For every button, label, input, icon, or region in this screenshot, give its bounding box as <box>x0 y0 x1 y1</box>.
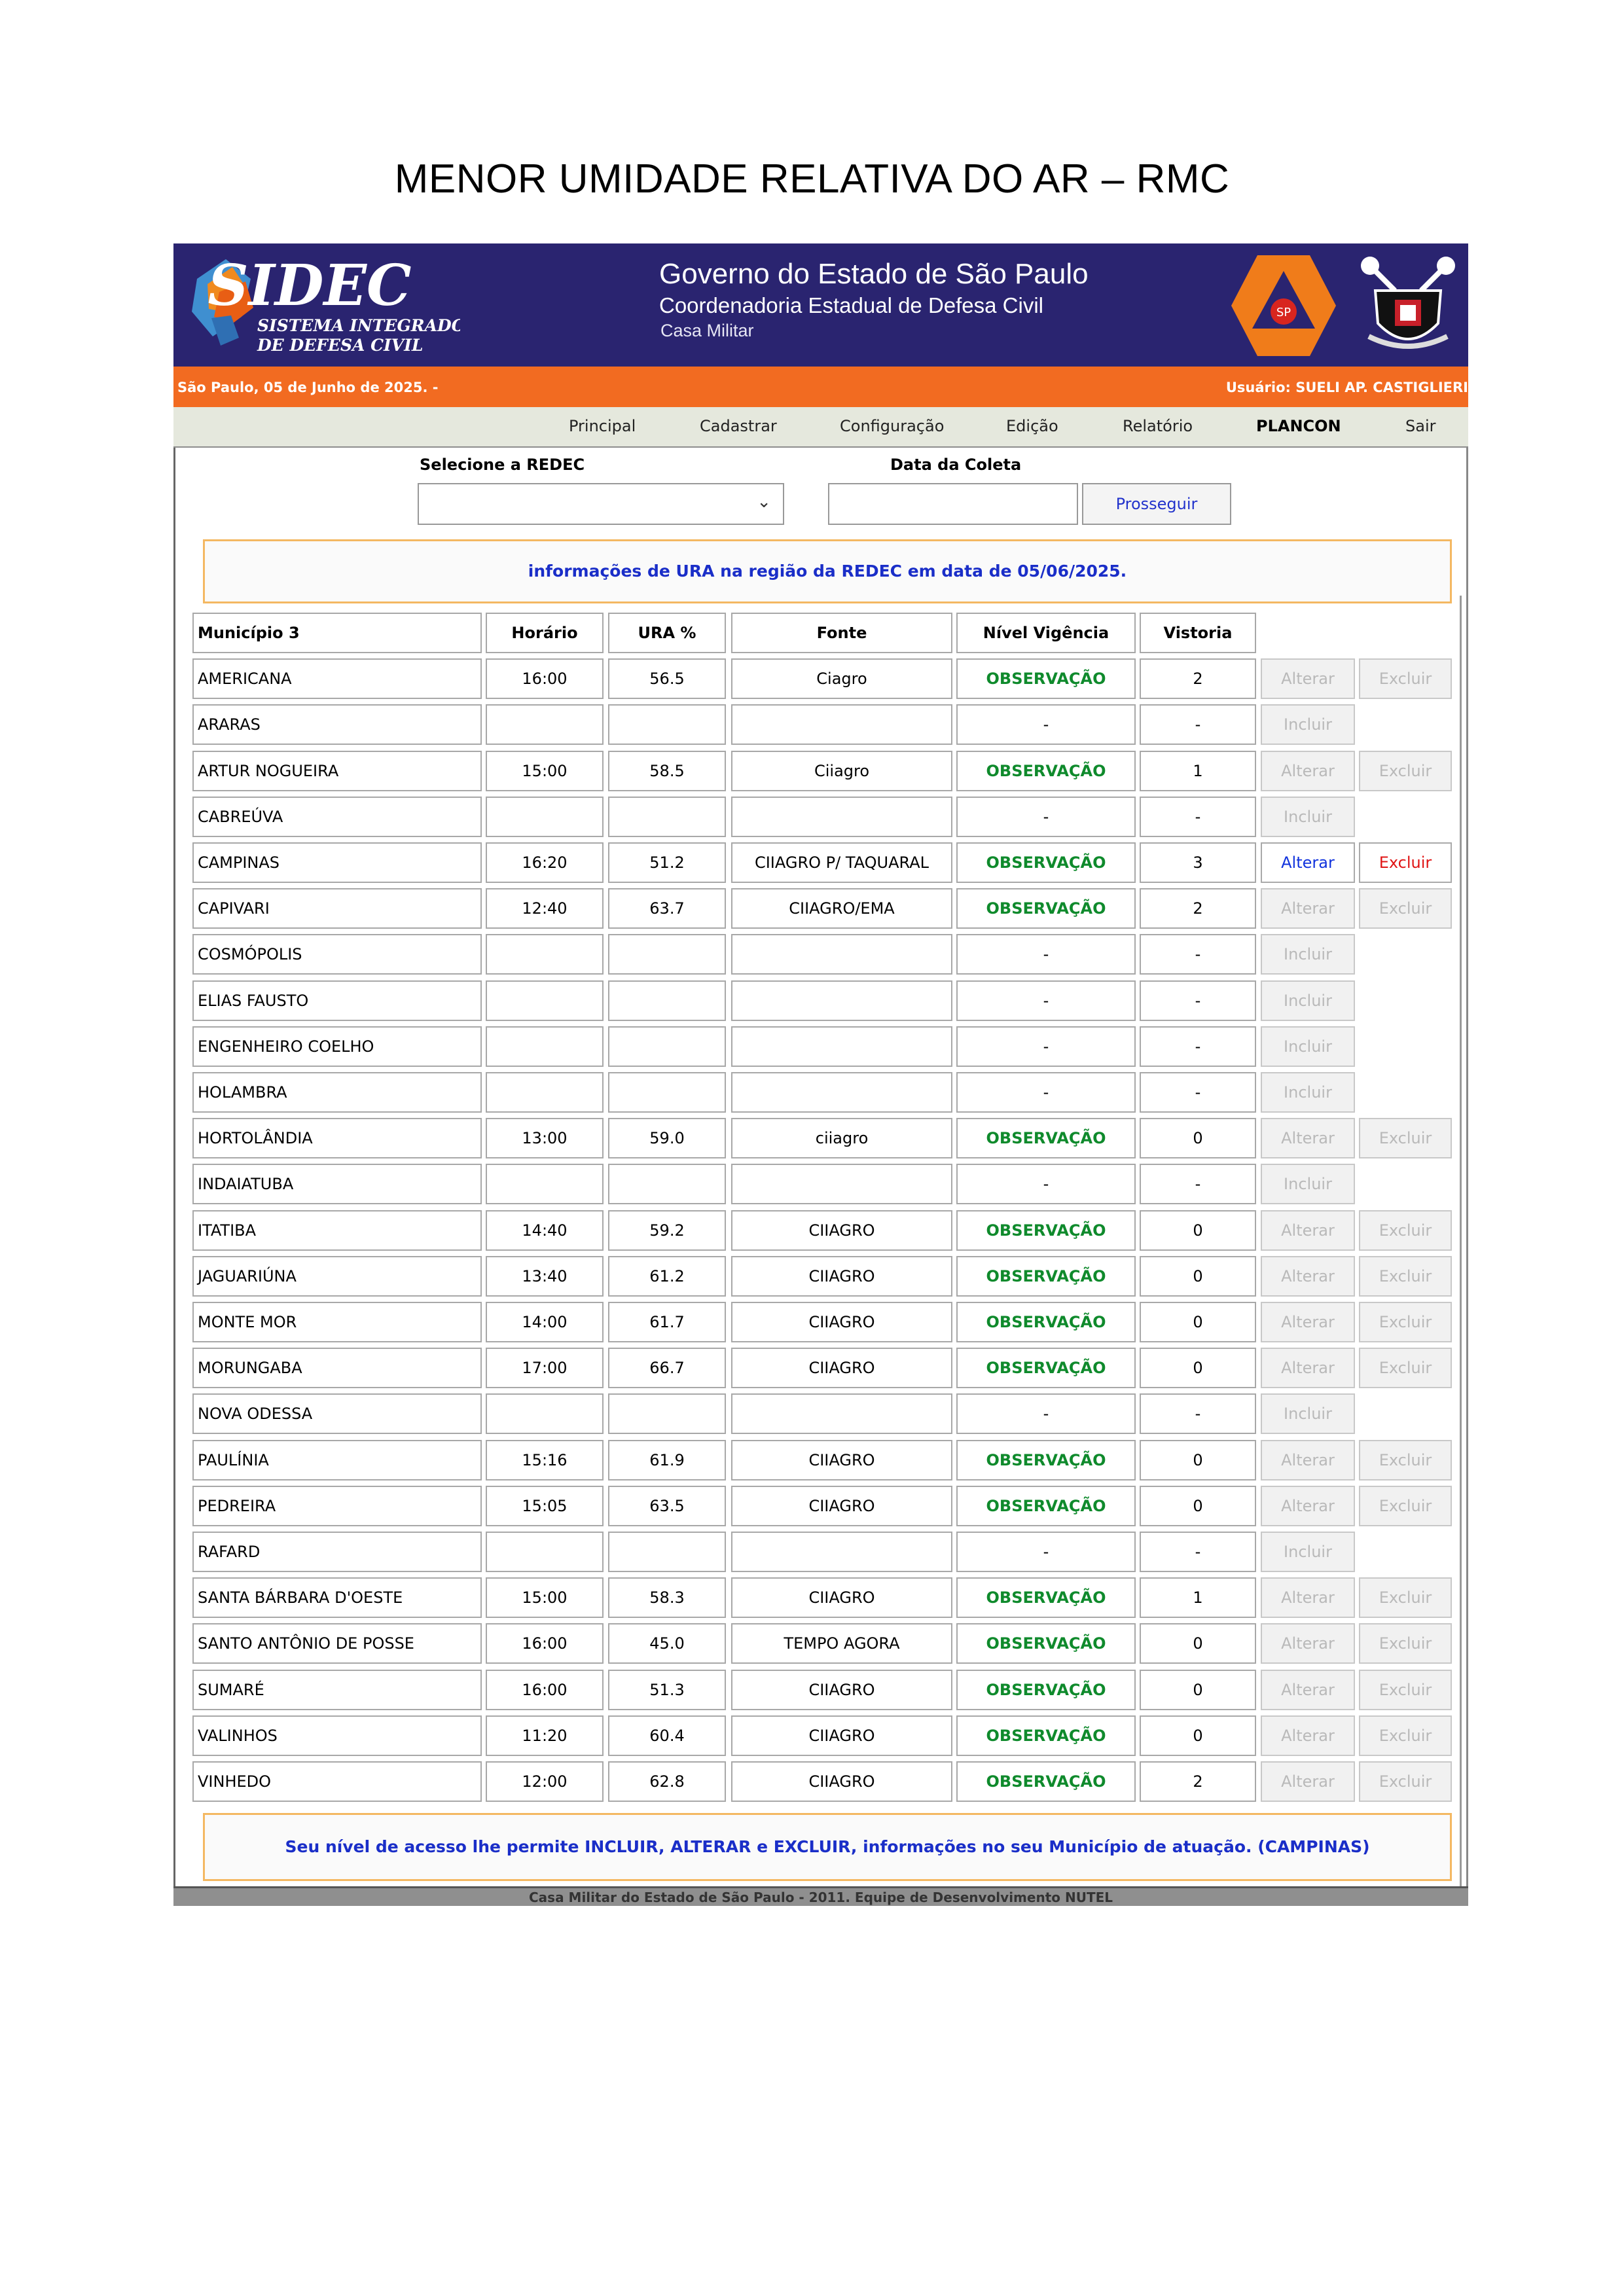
cell-vistoria: - <box>1140 797 1256 837</box>
cell-ura: 61.9 <box>608 1440 726 1480</box>
cell-nivel: OBSERVAÇÃO <box>956 1210 1136 1251</box>
casa-militar-crest-icon <box>1356 251 1460 360</box>
excluir-button[interactable]: Excluir <box>1359 1715 1452 1756</box>
cell-vistoria: - <box>1140 704 1256 745</box>
cell-nivel: OBSERVAÇÃO <box>956 1440 1136 1480</box>
main-content <box>173 448 1468 1886</box>
incluir-button[interactable]: Incluir <box>1261 934 1355 975</box>
cell-horario <box>486 980 604 1021</box>
cell-municipio: RAFARD <box>192 1532 482 1572</box>
cell-horario: 16:00 <box>486 1670 604 1710</box>
cell-nivel: OBSERVAÇÃO <box>956 1577 1136 1618</box>
cell-nivel: - <box>956 1072 1136 1113</box>
cell-nivel: OBSERVAÇÃO <box>956 751 1136 791</box>
cell-nivel: OBSERVAÇÃO <box>956 658 1136 699</box>
cell-horario <box>486 1026 604 1067</box>
cell-nivel: - <box>956 934 1136 975</box>
cell-municipio: NOVA ODESSA <box>192 1393 482 1434</box>
incluir-button[interactable]: Incluir <box>1261 1072 1355 1113</box>
cell-municipio: MONTE MOR <box>192 1302 482 1342</box>
cell-fonte <box>731 1532 952 1572</box>
cell-vistoria: 2 <box>1140 658 1256 699</box>
cell-horario: 12:40 <box>486 888 604 929</box>
cell-nivel: OBSERVAÇÃO <box>956 1302 1136 1342</box>
alterar-button[interactable]: Alterar <box>1261 1670 1355 1710</box>
alterar-button[interactable]: Alterar <box>1261 1118 1355 1158</box>
redec-label: Selecione a REDEC <box>420 456 585 474</box>
cell-vistoria: 0 <box>1140 1118 1256 1158</box>
cell-horario: 15:05 <box>486 1486 604 1526</box>
cell-nivel: OBSERVAÇÃO <box>956 1670 1136 1710</box>
svg-text:SP: SP <box>1276 306 1291 319</box>
cell-vistoria: 2 <box>1140 888 1256 929</box>
cell-horario <box>486 797 604 837</box>
cell-ura: 45.0 <box>608 1623 726 1664</box>
cell-vistoria: 0 <box>1140 1302 1256 1342</box>
excluir-button[interactable]: Excluir <box>1359 751 1452 791</box>
cell-horario: 13:00 <box>486 1118 604 1158</box>
cell-fonte: CIIAGRO <box>731 1210 952 1251</box>
date-input[interactable] <box>828 483 1078 525</box>
cell-vistoria: 2 <box>1140 1761 1256 1802</box>
cell-fonte: CIIAGRO <box>731 1715 952 1756</box>
footer: Casa Militar do Estado de São Paulo - 2011. Equipe de Desenvolvimento NUTEL <box>173 1886 1468 1906</box>
alterar-button[interactable]: Alterar <box>1261 1348 1355 1388</box>
cell-horario: 12:00 <box>486 1761 604 1802</box>
cell-municipio: COSMÓPOLIS <box>192 934 482 975</box>
cell-vistoria: 0 <box>1140 1440 1256 1480</box>
cell-fonte: CIIAGRO/EMA <box>731 888 952 929</box>
cell-municipio: SUMARÉ <box>192 1670 482 1710</box>
cell-horario <box>486 934 604 975</box>
gov-subtitle: Coordenadoria Estadual de Defesa Civil <box>659 293 1044 317</box>
cell-horario <box>486 1164 604 1204</box>
cell-municipio: CABREÚVA <box>192 797 482 837</box>
cell-fonte: CIIAGRO <box>731 1348 952 1388</box>
cell-horario <box>486 1393 604 1434</box>
cell-nivel: - <box>956 1164 1136 1204</box>
cell-municipio: HORTOLÂNDIA <box>192 1118 482 1158</box>
cell-vistoria: 0 <box>1140 1348 1256 1388</box>
cell-fonte: CIIAGRO <box>731 1670 952 1710</box>
incluir-button[interactable]: Incluir <box>1261 980 1355 1021</box>
alterar-button[interactable]: Alterar <box>1261 1623 1355 1664</box>
cell-fonte: Ciagro <box>731 658 952 699</box>
cell-horario: 16:20 <box>486 842 604 883</box>
cell-nivel: OBSERVAÇÃO <box>956 1715 1136 1756</box>
gov-title: Governo do Estado de São Paulo <box>659 258 1089 290</box>
current-date: São Paulo, 05 de Junho de 2025. - <box>177 380 439 395</box>
cell-vistoria: 1 <box>1140 1577 1256 1618</box>
incluir-button[interactable]: Incluir <box>1261 1164 1355 1204</box>
col-header-municipio: Município 3 <box>192 613 482 653</box>
col-header-fonte: Fonte <box>731 613 952 653</box>
excluir-button[interactable]: Excluir <box>1359 1670 1452 1710</box>
cell-municipio: AMERICANA <box>192 658 482 699</box>
excluir-button[interactable]: Excluir <box>1359 1348 1452 1388</box>
cell-municipio: PEDREIRA <box>192 1486 482 1526</box>
cell-municipio: ARARAS <box>192 704 482 745</box>
cell-horario: 14:40 <box>486 1210 604 1251</box>
cell-ura: 58.3 <box>608 1577 726 1618</box>
cell-nivel: OBSERVAÇÃO <box>956 1761 1136 1802</box>
prosseguir-button[interactable]: Prosseguir <box>1082 483 1231 525</box>
excluir-button[interactable]: Excluir <box>1359 1761 1452 1802</box>
excluir-button[interactable]: Excluir <box>1359 658 1452 699</box>
cell-municipio: ITATIBA <box>192 1210 482 1251</box>
cell-fonte: CIIAGRO <box>731 1577 952 1618</box>
cell-fonte <box>731 934 952 975</box>
alterar-button[interactable]: Alterar <box>1261 1577 1355 1618</box>
alterar-button[interactable]: Alterar <box>1261 1761 1355 1802</box>
cell-horario <box>486 1072 604 1113</box>
excluir-button[interactable]: Excluir <box>1359 1302 1452 1342</box>
excluir-button[interactable]: Excluir <box>1359 1577 1452 1618</box>
cell-ura: 61.7 <box>608 1302 726 1342</box>
cell-nivel: - <box>956 797 1136 837</box>
cell-fonte: TEMPO AGORA <box>731 1623 952 1664</box>
cell-ura <box>608 797 726 837</box>
cell-ura <box>608 934 726 975</box>
cell-ura: 63.5 <box>608 1486 726 1526</box>
cell-vistoria: - <box>1140 1164 1256 1204</box>
cell-municipio: ARTUR NOGUEIRA <box>192 751 482 791</box>
svg-text:SIDEC: SIDEC <box>208 253 412 319</box>
cell-municipio: PAULÍNIA <box>192 1440 482 1480</box>
cell-vistoria: 0 <box>1140 1256 1256 1297</box>
cell-ura: 51.3 <box>608 1670 726 1710</box>
excluir-button[interactable]: Excluir <box>1359 1210 1452 1251</box>
nav-plancon[interactable]: PLANCON <box>1256 417 1341 435</box>
cell-ura: 59.2 <box>608 1210 726 1251</box>
incluir-button[interactable]: Incluir <box>1261 1532 1355 1572</box>
defesa-civil-emblem-icon <box>1229 251 1339 360</box>
cell-fonte <box>731 797 952 837</box>
cell-vistoria: 0 <box>1140 1623 1256 1664</box>
cell-ura <box>608 980 726 1021</box>
cell-vistoria: 1 <box>1140 751 1256 791</box>
excluir-button[interactable]: Excluir <box>1359 1256 1452 1297</box>
cell-ura: 56.5 <box>608 658 726 699</box>
cell-ura <box>608 704 726 745</box>
cell-municipio: SANTO ANTÔNIO DE POSSE <box>192 1623 482 1664</box>
cell-vistoria: 0 <box>1140 1486 1256 1526</box>
cell-nivel: - <box>956 1532 1136 1572</box>
excluir-button[interactable]: Excluir <box>1359 1440 1452 1480</box>
cell-vistoria: 0 <box>1140 1210 1256 1251</box>
cell-fonte <box>731 1072 952 1113</box>
nav-relatorio[interactable]: Relatório <box>1123 417 1193 435</box>
cell-ura <box>608 1393 726 1434</box>
cell-fonte: CIIAGRO <box>731 1486 952 1526</box>
cell-horario: 11:20 <box>486 1715 604 1756</box>
cell-horario: 15:00 <box>486 751 604 791</box>
alterar-button[interactable]: Alterar <box>1261 1302 1355 1342</box>
cell-horario: 15:00 <box>486 1577 604 1618</box>
cell-horario <box>486 1532 604 1572</box>
cell-nivel: OBSERVAÇÃO <box>956 1348 1136 1388</box>
status-bar <box>173 367 1468 407</box>
cell-ura: 59.0 <box>608 1118 726 1158</box>
nav-edicao[interactable]: Edição <box>1006 417 1058 435</box>
cell-vistoria: - <box>1140 980 1256 1021</box>
cell-vistoria: - <box>1140 1026 1256 1067</box>
cell-municipio: JAGUARIÚNA <box>192 1256 482 1297</box>
cell-vistoria: - <box>1140 934 1256 975</box>
cell-fonte: Ciiagro <box>731 751 952 791</box>
cell-nivel: OBSERVAÇÃO <box>956 1118 1136 1158</box>
col-header-vistoria: Vistoria <box>1140 613 1256 653</box>
cell-horario: 16:00 <box>486 1623 604 1664</box>
cell-fonte: CIIAGRO <box>731 1440 952 1480</box>
cell-nivel: - <box>956 1393 1136 1434</box>
alterar-button[interactable]: Alterar <box>1261 751 1355 791</box>
cell-fonte: CIIAGRO <box>731 1256 952 1297</box>
col-header-nivel: Nível Vigência <box>956 613 1136 653</box>
cell-vistoria: - <box>1140 1072 1256 1113</box>
cell-municipio: VALINHOS <box>192 1715 482 1756</box>
alterar-button[interactable]: Alterar <box>1261 842 1355 883</box>
chevron-down-icon: ⌄ <box>757 492 771 512</box>
cell-ura <box>608 1532 726 1572</box>
cell-horario: 15:16 <box>486 1440 604 1480</box>
scrollbar[interactable] <box>1460 596 1462 1886</box>
cell-horario: 13:40 <box>486 1256 604 1297</box>
cell-vistoria: - <box>1140 1532 1256 1572</box>
cell-nivel: OBSERVAÇÃO <box>956 842 1136 883</box>
cell-vistoria: 0 <box>1140 1670 1256 1710</box>
alterar-button[interactable]: Alterar <box>1261 888 1355 929</box>
cell-fonte <box>731 1164 952 1204</box>
cell-ura: 58.5 <box>608 751 726 791</box>
excluir-button[interactable]: Excluir <box>1359 888 1452 929</box>
cell-nivel: - <box>956 1026 1136 1067</box>
cell-ura: 63.7 <box>608 888 726 929</box>
cell-ura: 60.4 <box>608 1715 726 1756</box>
nav-cadastrar[interactable]: Cadastrar <box>700 417 777 435</box>
excluir-button[interactable]: Excluir <box>1359 842 1452 883</box>
gov-department: Casa Militar <box>660 321 754 340</box>
sidec-screenshot <box>173 243 1468 1906</box>
cell-vistoria: - <box>1140 1393 1256 1434</box>
cell-horario: 17:00 <box>486 1348 604 1388</box>
incluir-button[interactable]: Incluir <box>1261 704 1355 745</box>
cell-municipio: CAMPINAS <box>192 842 482 883</box>
cell-ura: 61.2 <box>608 1256 726 1297</box>
svg-text:DE DEFESA CIVIL: DE DEFESA CIVIL <box>257 336 424 355</box>
nav-configuracao[interactable]: Configuração <box>840 417 945 435</box>
cell-ura: 66.7 <box>608 1348 726 1388</box>
header-banner <box>173 243 1468 367</box>
cell-municipio: VINHEDO <box>192 1761 482 1802</box>
excluir-button[interactable]: Excluir <box>1359 1118 1452 1158</box>
cell-nivel: OBSERVAÇÃO <box>956 1256 1136 1297</box>
nav-principal[interactable]: Principal <box>569 417 636 435</box>
cell-nivel: OBSERVAÇÃO <box>956 1486 1136 1526</box>
cell-municipio: ENGENHEIRO COELHO <box>192 1026 482 1067</box>
cell-vistoria: 3 <box>1140 842 1256 883</box>
incluir-button[interactable]: Incluir <box>1261 797 1355 837</box>
incluir-button[interactable]: Incluir <box>1261 1026 1355 1067</box>
alterar-button[interactable]: Alterar <box>1261 1486 1355 1526</box>
info-message: informações de URA na região da REDEC em data de 05/06/2025. <box>203 539 1452 603</box>
cell-municipio: SANTA BÁRBARA D'OESTE <box>192 1577 482 1618</box>
redec-select[interactable] <box>418 483 784 525</box>
access-note: Seu nível de acesso lhe permite INCLUIR, ALTERAR e EXCLUIR, informações no seu Município de atuação. (CAMPINAS) <box>203 1813 1452 1881</box>
cell-horario: 14:00 <box>486 1302 604 1342</box>
col-header-horario: Horário <box>486 613 604 653</box>
cell-municipio: ELIAS FAUSTO <box>192 980 482 1021</box>
cell-fonte <box>731 1393 952 1434</box>
cell-ura: 51.2 <box>608 842 726 883</box>
cell-fonte <box>731 980 952 1021</box>
main-nav <box>173 407 1468 448</box>
alterar-button[interactable]: Alterar <box>1261 1715 1355 1756</box>
svg-text:SISTEMA INTEGRADO: SISTEMA INTEGRADO <box>257 316 460 335</box>
cell-nivel: OBSERVAÇÃO <box>956 888 1136 929</box>
cell-municipio: CAPIVARI <box>192 888 482 929</box>
user-label: Usuário: SUELI AP. CASTIGLIERI <box>1225 380 1468 395</box>
excluir-button[interactable]: Excluir <box>1359 1623 1452 1664</box>
cell-ura <box>608 1026 726 1067</box>
cell-fonte: ciiagro <box>731 1118 952 1158</box>
cell-ura <box>608 1164 726 1204</box>
cell-fonte <box>731 1026 952 1067</box>
sidec-logo <box>185 253 460 357</box>
cell-horario <box>486 704 604 745</box>
cell-municipio: HOLAMBRA <box>192 1072 482 1113</box>
cell-nivel: OBSERVAÇÃO <box>956 1623 1136 1664</box>
cell-municipio: MORUNGABA <box>192 1348 482 1388</box>
cell-nivel: - <box>956 704 1136 745</box>
cell-vistoria: 0 <box>1140 1715 1256 1756</box>
date-label: Data da Coleta <box>890 456 1022 474</box>
cell-ura: 62.8 <box>608 1761 726 1802</box>
alterar-button[interactable]: Alterar <box>1261 658 1355 699</box>
cell-ura <box>608 1072 726 1113</box>
cell-municipio: INDAIATUBA <box>192 1164 482 1204</box>
cell-fonte: CIIAGRO <box>731 1302 952 1342</box>
nav-sair[interactable]: Sair <box>1405 417 1436 435</box>
cell-horario: 16:00 <box>486 658 604 699</box>
cell-fonte: CIIAGRO P/ TAQUARAL <box>731 842 952 883</box>
cell-fonte: CIIAGRO <box>731 1761 952 1802</box>
incluir-button[interactable]: Incluir <box>1261 1393 1355 1434</box>
col-header-ura: URA % <box>608 613 726 653</box>
alterar-button[interactable]: Alterar <box>1261 1210 1355 1251</box>
cell-fonte <box>731 704 952 745</box>
excluir-button[interactable]: Excluir <box>1359 1486 1452 1526</box>
cell-nivel: - <box>956 980 1136 1021</box>
alterar-button[interactable]: Alterar <box>1261 1256 1355 1297</box>
alterar-button[interactable]: Alterar <box>1261 1440 1355 1480</box>
document-title: MENOR UMIDADE RELATIVA DO AR – RMC <box>394 156 1230 202</box>
